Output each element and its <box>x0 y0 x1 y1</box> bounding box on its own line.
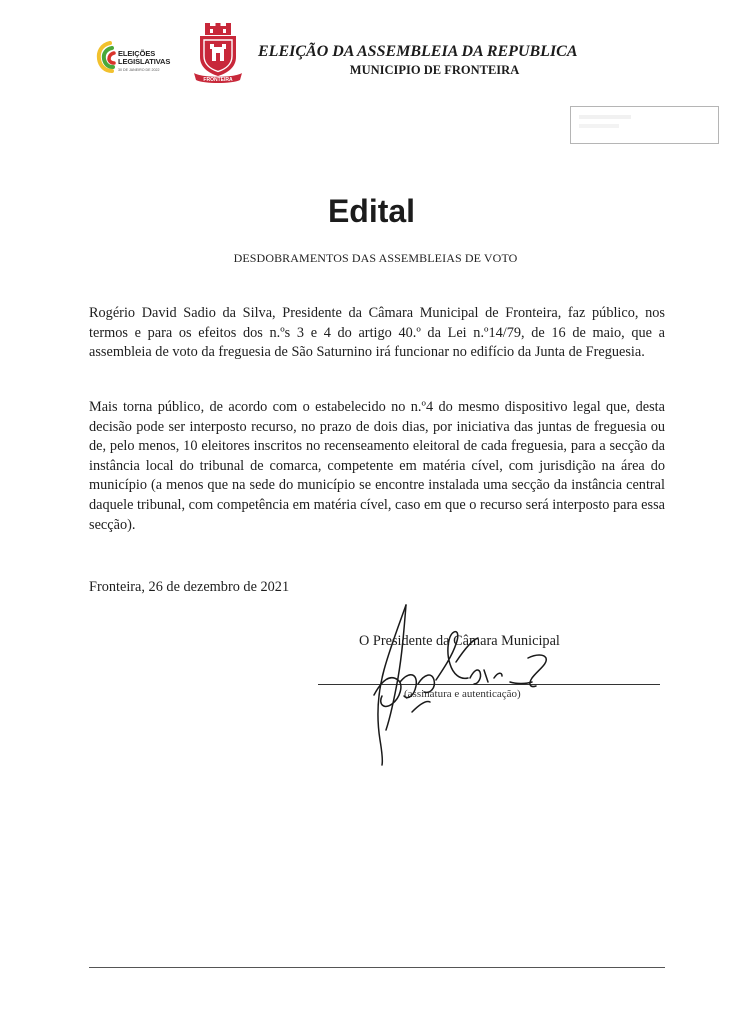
handwritten-signature <box>360 600 590 770</box>
body-paragraph-2: Mais torna público, de acordo com o estabelecido no n.º4 do mesmo dispositivo legal que, desta decisão pode ser interposto recurso, no prazo de dois dias, por iniciativa das juntas de freguesia ou de, pelo menos, 10 eleitores inscritos no recenseamento eleitoral de cada freguesia, para a secção da instância local do tribunal de comarca, competente em matéria cível, com jurisdição na área do município (a menos que na sede do município se encontre instalada uma secção da instância central daquele tribunal, com competência em matéria cível, caso em que o recurso será interposto para essa secção). <box>89 399 666 533</box>
signature-caption: (assinatura e autenticação) <box>404 688 521 700</box>
document-subtitle: DESDOBRAMENTOS DAS ASSEMBLEIAS DE VOTO <box>233 251 518 265</box>
document-title: Edital <box>327 193 416 229</box>
body-paragraph-1: Rogério David Sadio da Silva, Presidente da Câmara Municipal de Fronteira, faz público, nos termos e para os efeitos dos n.ºs 3 e 4 do artigo 40.º da Lei n.º14/79, de 16 de maio, que a assembleia de voto da freguesia de São Saturnino irá funcionar no edifício da Junta de Freguesia. <box>89 305 665 361</box>
municipality-title: MUNICIPIO DE FRONTEIRA <box>349 63 520 77</box>
signatory-role: O Presidente da Câmara Municipal <box>359 633 560 649</box>
registration-stamp-box <box>570 106 719 144</box>
election-title: ELEIÇÃO DA ASSEMBLEIA DA REPUBLICA <box>258 43 578 60</box>
fronteira-crest-icon <box>188 23 248 83</box>
eleicoes-swirl-icon <box>96 40 120 74</box>
eleicoes-legislativas-logo <box>96 38 171 82</box>
place-and-date: Fronteira, 26 de dezembro de 2021 <box>89 579 290 595</box>
stamp-faint-text <box>579 115 631 119</box>
crest-ribbon-label: FRONTEIRA <box>203 77 233 83</box>
footer-divider <box>89 967 665 968</box>
logo-text-eleicoes: ELEIÇÕES <box>118 49 156 58</box>
logo-text-date: 30 DE JANEIRO DE 2022 <box>118 68 160 72</box>
stamp-faint-text <box>579 124 619 128</box>
logo-text-legislativas: LEGISLATIVAS <box>118 57 171 66</box>
